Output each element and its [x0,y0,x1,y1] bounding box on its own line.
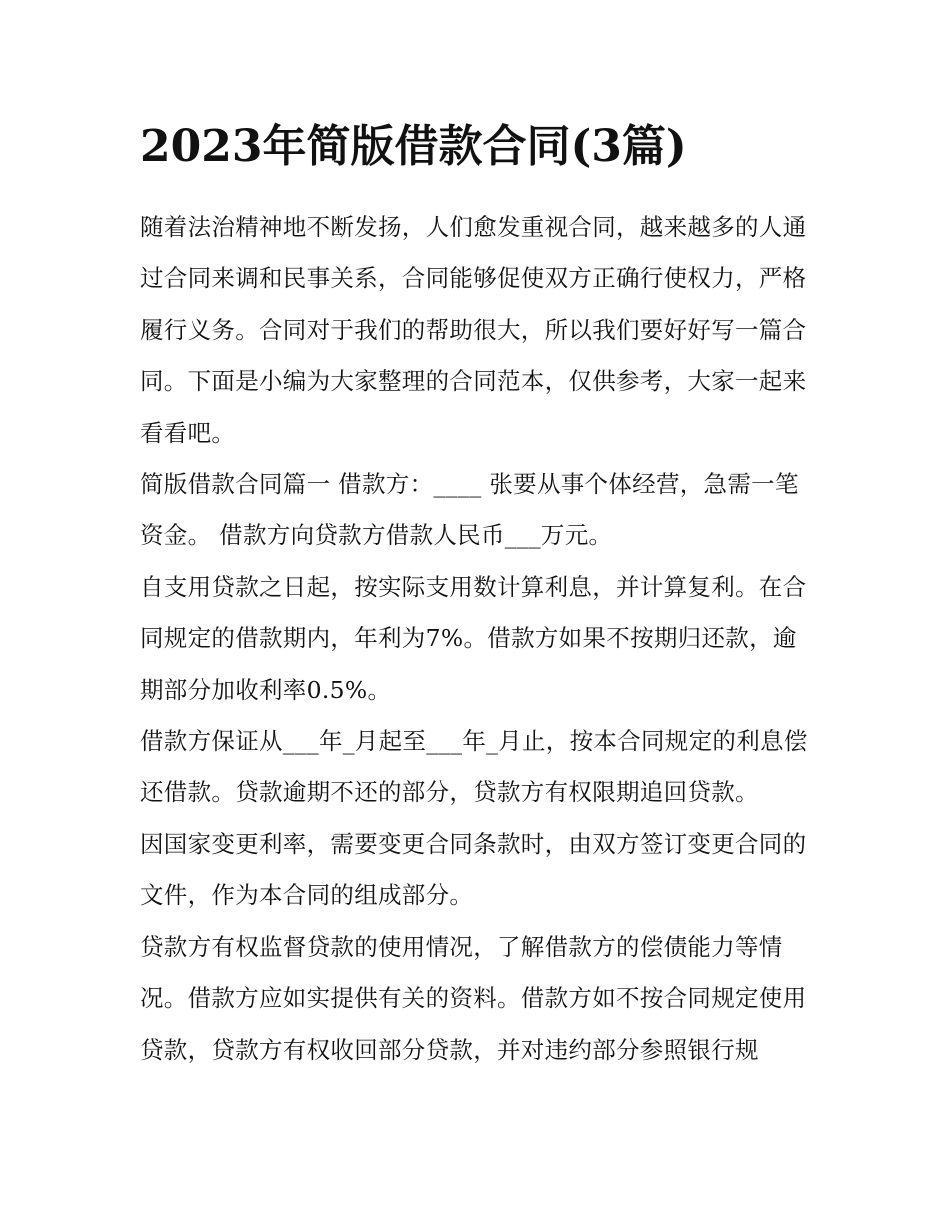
document-title: 2023年简版借款合同(3篇) [140,121,687,172]
paragraph-intro: 随着法治精神地不断发扬，人们愈发重视合同，越来越多的人通过合同来调和民事关系，合同能够促使双方正确行使权力，严格履行义务。合同对于我们的帮助很大，所以我们要好好写一篇合同。下面是小编为大家整理的合同范本，仅供参考，大家一起来看看吧。 [140,213,807,447]
document-page [140,112,820,1076]
paragraph-repayment: 借款方保证从___年_月起至___年_月止，按本合同规定的利息偿还借款。贷款逾期不还的部分，贷款方有权限期追回贷款。 [140,727,808,807]
paragraph-supervision: 贷款方有权监督贷款的使用情况，了解借款方的偿债能力等情况。借款方应如实提供有关的资料。借款方如不按合同规定使用贷款，贷款方有权收回部分贷款，并对违约部分参照银行规 [140,932,807,1064]
paragraph-borrower: 简版借款合同篇一 借款方：____ 张要从事个体经营，急需一笔资金。 借款方向贷款方借款人民币___万元。 [140,470,799,550]
paragraph-interest: 自支用贷款之日起，按实际支用数计算利息，并计算复利。在合同规定的借款期内，年利为7%。借款方如果不按期归还款，逾期部分加收利率0.5%。 [140,572,807,704]
paragraph-rate-change: 因国家变更利率，需要变更合同条款时，由双方签订变更合同的文件，作为本合同的组成部分。 [140,829,807,910]
